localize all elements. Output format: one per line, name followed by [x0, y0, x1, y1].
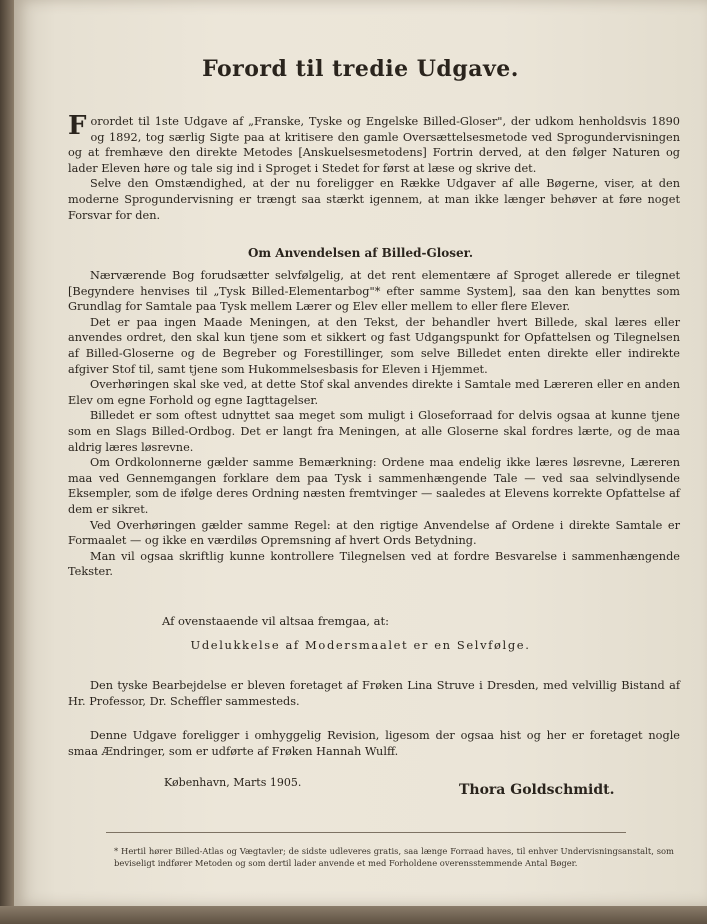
author-signature: Thora Goldschmidt.	[459, 782, 615, 798]
book-spine-shadow	[0, 0, 14, 924]
intro-paragraph-1: Forordet til 1ste Udgave af „Franske, Tyske og Engelske Billed-Gloser", der udkom henholdsvis 1890 og 1892, tog særlig Sigte paa at kritisere den gamle Oversættelsesmetode ved Sprogundervisningen og at fremhæve den direkte Metodes [Anskuelsesmetodens] Fortrin derved, at den følger Naturen og lader Eleven høre og tale sig ind i Sproget i Stedet for først at læse og skrive det.	[68, 111, 680, 175]
footnote: * Hertil hører Billed-Atlas og Vægtavler; de sidste udleveres gratis, saa længe Forraad haves, til enhver Undervisningsanstalt, som beviseligt indfører Metoden og som dertil lader anvende et med Forholdene overensstemmende Antal Bøger.	[114, 846, 674, 868]
intro-section	[68, 111, 680, 223]
page-title: Forord til tredie Udgave.	[202, 56, 519, 82]
conclusion-intro: Af ovenstaaende vil altsaa fremgaa, at:	[161, 614, 390, 628]
usage-paragraph-5: Om Ordkolonnerne gælder samme Bemærkning: Ordene maa endelig ikke læres løsrevne, Læreren maa ved Gennemgangen forklare dem paa Tysk i sammenhængende Tale — ved saa selvindlysende Eksempler, som de ifølge deres Ordning næsten fremtvinger — saaledes at Elevens korrekte Opfattelse af dem er sikret.	[68, 456, 680, 516]
usage-paragraph-3: Overhøringen skal ske ved, at dette Stof skal anvendes direkte i Samtale med Læreren eller en anden Elev om egne Forhold og egne Iagttagelser.	[68, 378, 680, 407]
usage-section	[68, 268, 680, 580]
usage-paragraph-6: Ved Overhøringen gælder samme Regel: at den rigtige Anvendelse af Ordene i direkte Samtale er Formaalet — og ikke en værdiløs Opremsning af hvert Ords Betydning.	[68, 518, 680, 548]
credits-paragraph: Den tyske Bearbejdelse er bleven foretaget af Frøken Lina Struve i Dresden, med velvillig Bistand af Hr. Professor, Dr. Scheffler sammesteds.	[68, 679, 680, 708]
drop-cap: F	[68, 111, 87, 141]
footnote-divider	[106, 832, 626, 833]
page-bottom-edge	[0, 906, 707, 924]
section-heading: Om Anvendelsen af Billed-Gloser.	[247, 246, 474, 260]
place-and-date: København, Marts 1905.	[164, 776, 302, 789]
revision-paragraph: Denne Udgave foreligger i omhyggelig Revision, ligesom der ogsaa hist og her er foretaget nogle smaa Ændringer, som er udførte af Frøken Hannah Wulff.	[68, 729, 680, 758]
intro-paragraph-2: Selve den Omstændighed, at der nu foreligger en Række Udgaver af alle Bøgerne, viser, at den moderne Sprogundervisning er trængt saa stærkt igennem, at man ikke længer behøver at føre noget Forsvar for den.	[68, 177, 680, 222]
conclusion-statement: Udelukkelse af Modersmaalet er en Selvfølge.	[190, 638, 531, 652]
usage-paragraph-4: Billedet er som oftest udnyttet saa meget som muligt i Gloseforraad for delvis ogsaa at kunne tjene som en Slags Billed-Ordbog. Det er langt fra Meningen, at alle Gloserne skal fordres lærte, og de maa aldrig læres løsrevne.	[68, 409, 680, 454]
usage-paragraph-1: Nærværende Bog forudsætter selvfølgelig, at det rent elementære af Sproget allerede er tilegnet [Begyndere henvises til „Tysk Billed-Elementarbog"* efter samme System], saa den kan benyttes som Grundlag for Samtale paa Tysk mellem Lærer og Elev eller mellem to eller flere Elever.	[68, 269, 680, 314]
usage-paragraph-7: Man vil ogsaa skriftlig kunne kontrollere Tilegnelsen ved at fordre Besvarelse i sammenhængende Tekster.	[68, 549, 680, 579]
book-page	[14, 0, 707, 906]
usage-paragraph-2: Det er paa ingen Maade Meningen, at den Tekst, der behandler hvert Billede, skal læres eller anvendes ordret, den skal kun tjene som et sikkert og fast Udgangspunkt for Opfattelsen og Tilegnelsen af Billed-Gloserne og de Begreber og Forestillinger, som selve Billedet enten direkte eller indirekte afgiver Stof til, samt tjene som Hukommelsesbasis for Eleven i Hjemmet.	[68, 315, 680, 376]
revision-section	[68, 728, 680, 759]
credits-section	[68, 678, 680, 709]
